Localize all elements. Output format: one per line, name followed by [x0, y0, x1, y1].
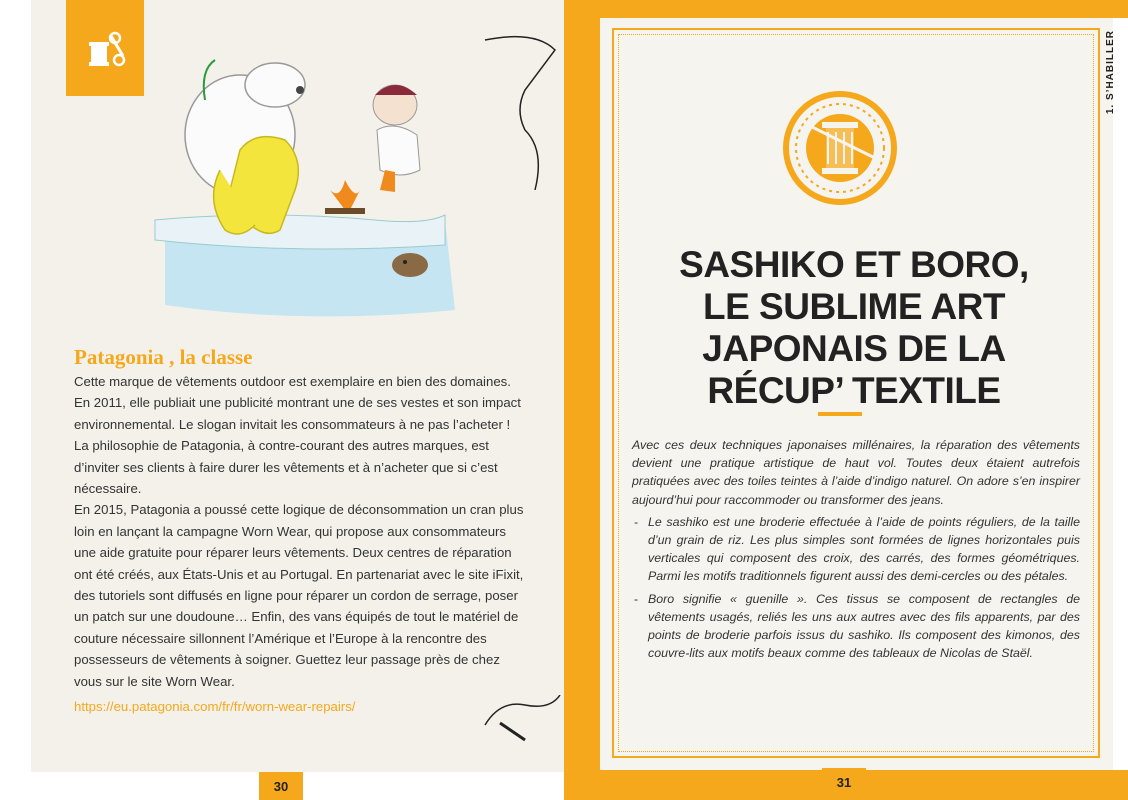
polar-bear-illustration — [145, 40, 475, 320]
chapter-label: 1. S’HABILLER — [1104, 30, 1116, 115]
title-line-2: LE SUBLIME ART — [702, 286, 1005, 327]
technique-list — [632, 513, 1080, 663]
left-article — [74, 343, 524, 718]
title-line-3: JAPONAIS DE LA — [702, 328, 1006, 369]
thread-spool-icon — [780, 88, 900, 208]
side-chapter-label — [1096, 30, 1124, 240]
title-line-4: RÉCUP’ TEXTILE — [707, 370, 1001, 411]
corner-tab — [66, 0, 144, 96]
title-divider — [818, 412, 862, 416]
thread-decoration — [455, 30, 565, 210]
list-item-boro: - Boro signifie « guenille ». Ces tissus se composent de rectangles de vêtements usagés, reliés les uns aux autres avec des fils apparents, par des points de broderie parfois issus du sashiko. Ils composent des kimonos, des couvre-lits aux motifs beaux comme des tableaux de Nicolas de Staël. — [632, 590, 1080, 663]
article-title — [640, 244, 1068, 412]
left-paragraph-1: Cette marque de vêtements outdoor est exemplaire en bien des domaines. En 2011, elle publiait une publicité montrant une de ses vestes et son impact environnemental. Le slogan invitait les consommateurs à ne pas l’acheter ! La philosophie de Patagonia, à contre-courant des autres marques, est d’inviter ses clients à faire durer les vêtements et à n’acheter que si c’est nécessaire. — [74, 374, 521, 497]
page-number-right: 31 — [822, 768, 866, 796]
sewing-icon — [83, 26, 127, 70]
page-number-left: 30 — [259, 772, 303, 800]
list-item-sashiko: - Le sashiko est une broderie effectuée à l’aide de points réguliers, de la taille d’un grain de riz. Les plus simples sont formées de lignes horizontales puis verticales qui composent des croix, des carrés, des formes géométriques. Parmi les motifs traditionnels figurent aussi des demi-cercles ou des pétales. — [632, 513, 1080, 586]
title-line-1: SASHIKO ET BORO, — [679, 244, 1029, 285]
left-heading: Patagonia , la classe — [74, 345, 253, 369]
worn-wear-link[interactable]: https://eu.patagonia.com/fr/fr/worn-wear-repairs/ — [74, 699, 356, 715]
right-article — [632, 436, 1080, 666]
right-intro: Avec ces deux techniques japonaises millénaires, la réparation des vêtements devient une pratique artistique de haut vol. Toutes deux étaient autrefois pratiquées avec des toiles teintes à l’aide d’indigo naturel. On adore s’en inspirer aujourd’hui pour raccommoder ou transformer des jeans. — [632, 438, 1080, 507]
left-paragraph-2: En 2015, Patagonia a poussé cette logique de déconsommation un cran plus loin en lançant la campagne Worn Wear, qui propose aux consommateurs une aide gratuite pour réparer leurs vêtements. Deux centres de réparation ont été créés, aux États-Unis et au Portugal. En partenariat avec le site iFixit, des tutoriels sont diffusés en ligne pour réparer un cordon de serrage, poser un patch sur une doudoune… Enfin, des vans équipés de tout le matériel de couture nécessaire sillonnent l’Amérique et l’Europe à la rencontre des possesseurs de vêtements à soigner. Guettez leur passage près de chez vous sur le site Worn Wear. — [74, 502, 524, 689]
